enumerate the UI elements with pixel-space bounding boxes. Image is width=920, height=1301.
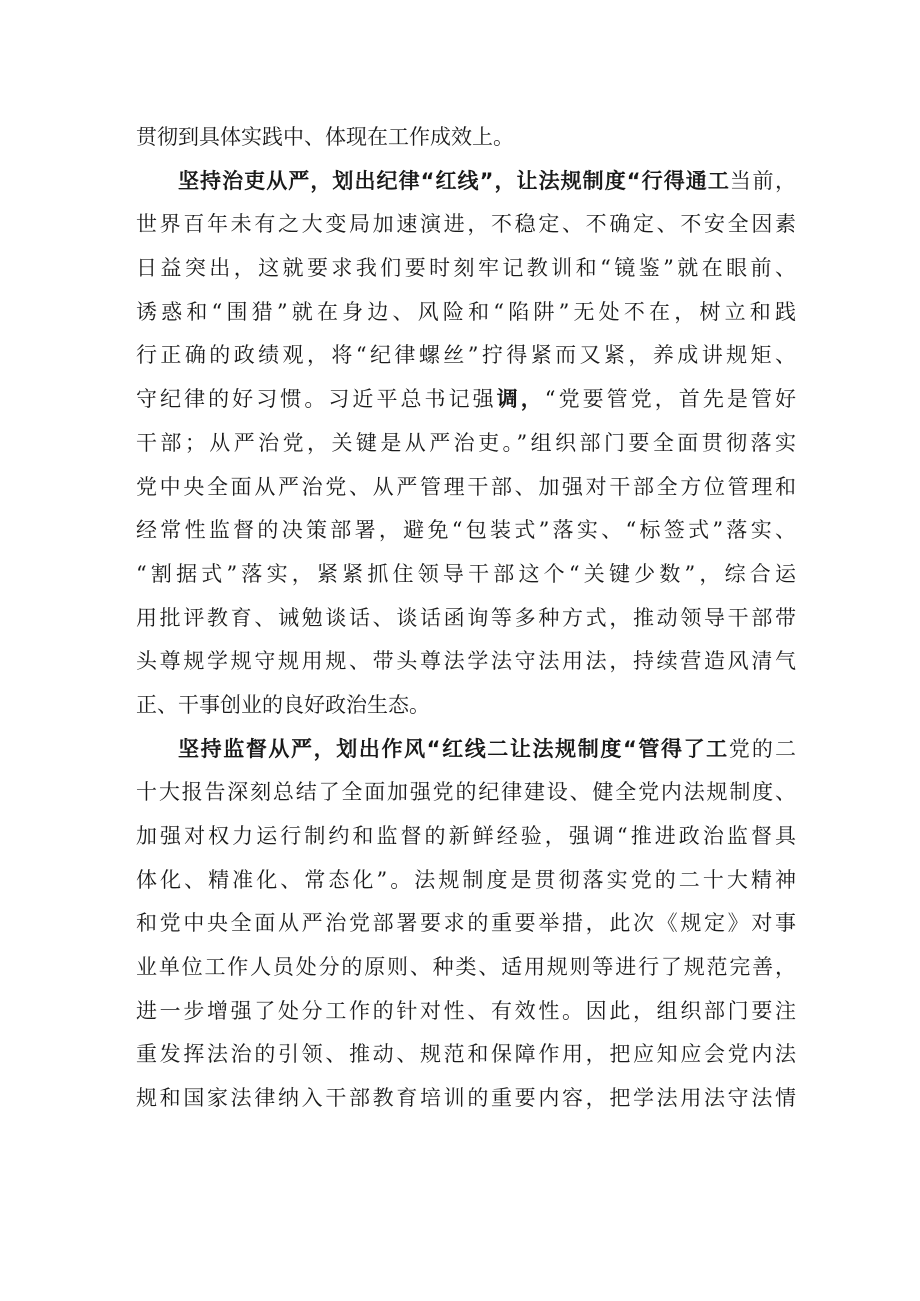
paragraph-2-first-line-rest: 当前， [729, 168, 797, 193]
paragraph-3-line-7: 进一步增强了处分工作的针对性、有效性。因此，组织部门要注 [136, 998, 796, 1023]
paragraph-3-line-1 [136, 728, 796, 772]
paragraph-3-line-9: 规和国家法律纳入干部教育培训的重要内容，把学法用法守法情 [136, 1086, 796, 1111]
paragraph-2-line-4: 诱惑和“围猎”就在身边、风险和“陷阱”无处不在，树立和践 [136, 299, 796, 324]
paragraph-2-line-1 [136, 160, 796, 204]
paragraph-3-line-6: 业单位工作人员处分的原则、种类、适用规则等进行了规范完善， [136, 955, 796, 980]
paragraph-3-line-5: 和党中央全面从严治党部署要求的重要举措，此次《规定》对事 [136, 911, 796, 936]
paragraph-2-line-5: 行正确的政绩观，将“纪律螺丝”拧得紧而又紧，养成讲规矩、 [136, 343, 796, 368]
paragraph-2-line-3: 日益突出，这就要求我们要时刻牢记教训和“镜鉴”就在眼前、 [136, 256, 796, 281]
paragraph-3-line-3: 加强对权力运行制约和监督的新鲜经验，强调“推进政治监督具 [136, 824, 796, 848]
paragraph-2-line-12: 头尊规学规守规用规、带头尊法学法守法用法，持续营造风清气 [136, 649, 796, 674]
paragraph-2-line-6 [136, 378, 796, 422]
paragraph-3-heading: 坚持监督从严，划出作风“红线二让法规制度“管得了工 [178, 736, 729, 761]
paragraph-3-line-4: 体化、精准化、常态化”。法规制度是贯彻落实党的二十大精神 [136, 867, 796, 892]
paragraph-2-line-11: 用批评教育、诫勉谈话、谈话函询等多种方式，推动领导干部带 [136, 605, 796, 630]
paragraph-1-line-1: 贯彻到具体实践中、体现在工作成效上。 [136, 125, 514, 149]
paragraph-3-line-2: 十大报告深刻总结了全面加强党的纪律建设、健全党内法规制度、 [136, 780, 796, 805]
document-body [136, 116, 796, 1121]
paragraph-2-line-10: “割据式”落实，紧紧抓住领导干部这个“关键少数”，综合运 [136, 561, 796, 586]
paragraph-2-line-6-before: 守纪律的好习惯。习近平总书记强 [136, 387, 497, 412]
paragraph-2-line-6-after: “党要管党，首先是管好 [544, 387, 796, 412]
paragraph-3-first-line-rest: 党的二 [728, 736, 796, 761]
paragraph-2-line-6-bold: 调， [496, 387, 545, 412]
paragraph-2-line-13: 正、干事创业的良好政治生态。 [136, 692, 430, 717]
paragraph-2-line-2: 世界百年未有之大变局加速演进，不稳定、不确定、不安全因素 [136, 212, 796, 237]
paragraph-2-line-8: 党中央全面从严治党、从严管理干部、加强对干部全方位管理和 [136, 474, 796, 499]
paragraph-2-line-9: 经常性监督的决策部署，避免“包装式”落实、“标签式”落实、 [136, 518, 796, 543]
paragraph-2-line-7: 干部；从严治党，关键是从严治吏。”组织部门要全面贯彻落实 [136, 430, 796, 455]
paragraph-3-line-8: 重发挥法治的引领、推动、规范和保障作用，把应知应会党内法 [136, 1042, 796, 1067]
paragraph-2-heading: 坚持治吏从严，划出纪律“红线”，让法规制度“行得通工 [178, 168, 730, 193]
